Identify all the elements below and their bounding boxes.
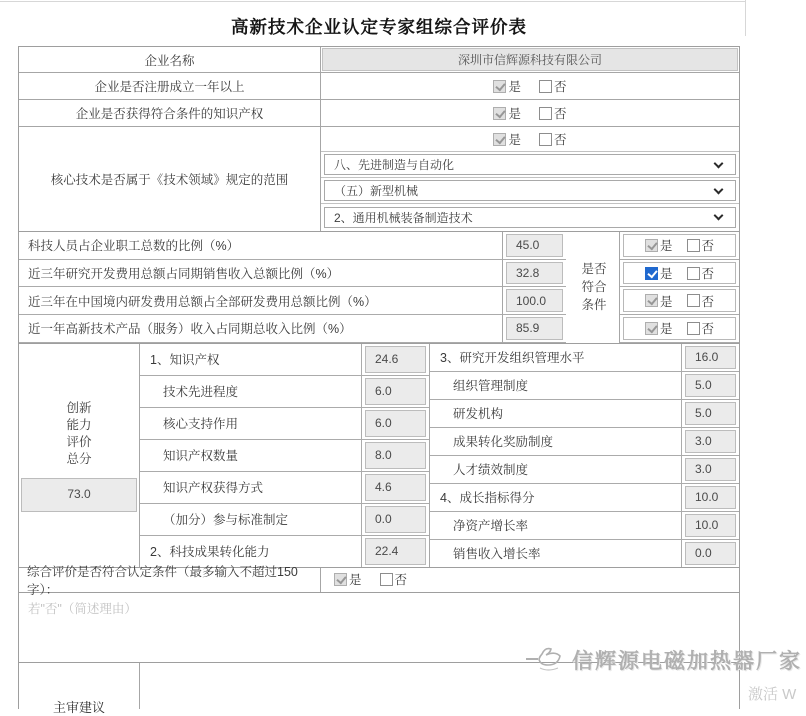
ratio-row bbox=[19, 232, 739, 260]
score-label: 技术先进程度 bbox=[163, 385, 239, 400]
reason-textarea[interactable] bbox=[19, 593, 739, 662]
score-value: 8.0 bbox=[365, 442, 426, 469]
score-value-cell bbox=[361, 504, 429, 535]
score-value-cell bbox=[681, 428, 739, 455]
no-label: 否 bbox=[701, 239, 715, 254]
evaluation-table bbox=[18, 46, 740, 715]
no-label: 否 bbox=[701, 322, 715, 337]
yes-no-choice bbox=[623, 234, 736, 257]
ratio-value-cell bbox=[503, 232, 566, 260]
ip-question-row bbox=[19, 100, 739, 127]
core-tech-answer-cell bbox=[321, 127, 739, 231]
yes-label: 是 bbox=[508, 106, 521, 121]
score-row bbox=[430, 372, 739, 400]
score-label: 净资产增长率 bbox=[453, 519, 529, 534]
final-question-label: 综合评价是否符合认定条件（最多输入不超过150字）： bbox=[19, 568, 321, 592]
yes-label: 是 bbox=[659, 294, 673, 309]
tech-field-row-3 bbox=[321, 204, 739, 230]
score-label: （加分）参与标准制定 bbox=[163, 513, 289, 528]
score-row bbox=[140, 472, 429, 504]
score-value: 6.0 bbox=[365, 410, 426, 437]
chevron-down-icon bbox=[714, 211, 724, 221]
yes-no-choice bbox=[623, 289, 736, 312]
score-row bbox=[140, 408, 429, 440]
bottom-row-label: 主审建议 bbox=[52, 699, 105, 715]
tech-field-row-2 bbox=[321, 178, 739, 204]
ratio-value-cell bbox=[503, 315, 566, 343]
ratio-row bbox=[19, 315, 739, 343]
ratio-value: 85.9 bbox=[506, 317, 563, 340]
ratio-value-cell bbox=[503, 260, 566, 288]
total-label-line: 评价 bbox=[66, 434, 92, 449]
core-tech-question-label: 核心技术是否属于《技术领域》规定的范围 bbox=[19, 127, 321, 231]
final-answer-cell bbox=[321, 568, 739, 592]
ratio-check-cell bbox=[620, 315, 739, 343]
ratio-label: 近一年高新技术产品（服务）收入占同期总收入比例（%） bbox=[19, 315, 503, 343]
total-label-line: 创新 bbox=[66, 400, 92, 415]
score-subtable-right bbox=[430, 344, 739, 567]
score-value-cell bbox=[681, 344, 739, 371]
score-label: 组织管理制度 bbox=[453, 379, 529, 394]
no-label: 否 bbox=[394, 573, 408, 588]
ratio-check-cell bbox=[620, 232, 739, 260]
score-label: 人才绩效制度 bbox=[453, 463, 529, 478]
ip-answer-cell bbox=[321, 100, 739, 126]
score-value-cell bbox=[361, 472, 429, 503]
tech-field-select-level3[interactable] bbox=[324, 207, 736, 228]
score-row bbox=[430, 428, 739, 456]
total-score-value: 73.0 bbox=[21, 478, 137, 512]
ratio-section bbox=[19, 232, 739, 344]
tech-field-level3-value: 2、通用机械装备制造技术 bbox=[334, 210, 473, 225]
no-checkbox[interactable] bbox=[687, 267, 700, 280]
no-label: 否 bbox=[701, 267, 715, 282]
condition-header: 是否 符合 条件 bbox=[581, 262, 607, 313]
tech-field-select-level2[interactable] bbox=[324, 180, 736, 201]
score-value-cell bbox=[681, 484, 739, 511]
company-name-value: 深圳市信辉源科技有限公司 bbox=[322, 48, 738, 71]
score-value-cell bbox=[681, 400, 739, 427]
score-value: 5.0 bbox=[685, 402, 736, 425]
ratio-check-cell bbox=[620, 287, 739, 315]
score-value: 24.6 bbox=[365, 346, 426, 373]
score-value: 3.0 bbox=[685, 430, 736, 453]
score-section bbox=[19, 344, 739, 568]
yes-no-choice bbox=[334, 570, 407, 589]
page-title: 高新技术企业认定专家组综合评价表 bbox=[231, 17, 527, 37]
chevron-down-icon bbox=[714, 184, 724, 194]
yes-label: 是 bbox=[349, 573, 362, 588]
score-value-cell bbox=[681, 372, 739, 399]
ratio-label: 近三年在中国境内研发费用总额占全部研发费用总额比例（%） bbox=[19, 287, 503, 315]
score-row bbox=[140, 344, 429, 376]
score-value-cell bbox=[681, 512, 739, 539]
no-checkbox[interactable] bbox=[687, 294, 700, 307]
registered-question-row bbox=[19, 73, 739, 100]
no-checkbox[interactable] bbox=[687, 322, 700, 335]
score-label: 成果转化奖励制度 bbox=[453, 435, 554, 450]
bottom-row-label-cell bbox=[19, 663, 140, 715]
company-name-cell bbox=[321, 47, 739, 72]
watermark-text: 信辉源电磁加热器厂家 bbox=[572, 650, 802, 673]
score-row bbox=[140, 504, 429, 536]
bottom-row bbox=[19, 663, 739, 715]
yes-no-choice bbox=[493, 130, 566, 149]
no-label: 否 bbox=[554, 132, 567, 147]
ratio-value-cell bbox=[503, 287, 566, 315]
score-value: 10.0 bbox=[685, 486, 736, 509]
yes-checkbox[interactable] bbox=[493, 80, 506, 93]
score-value-cell bbox=[361, 536, 429, 567]
score-row bbox=[430, 484, 739, 512]
score-value: 0.0 bbox=[685, 542, 736, 565]
yes-no-choice bbox=[623, 262, 736, 285]
score-value-cell bbox=[681, 456, 739, 483]
yes-no-choice bbox=[493, 77, 566, 96]
reason-section bbox=[19, 593, 739, 663]
no-label: 否 bbox=[701, 294, 715, 309]
yes-checkbox[interactable] bbox=[645, 267, 658, 280]
total-label-line: 总分 bbox=[66, 451, 92, 466]
top-divider bbox=[0, 1, 746, 2]
yes-label: 是 bbox=[659, 239, 673, 254]
ratio-row bbox=[19, 287, 739, 315]
no-label: 否 bbox=[554, 106, 567, 121]
registered-question-label: 企业是否注册成立一年以上 bbox=[19, 73, 321, 99]
yes-label: 是 bbox=[659, 267, 673, 282]
yes-checkbox[interactable] bbox=[334, 573, 347, 586]
ratio-value: 45.0 bbox=[506, 234, 563, 257]
bottom-row-input[interactable] bbox=[140, 663, 739, 709]
score-row bbox=[430, 512, 739, 540]
score-row bbox=[430, 400, 739, 428]
score-value: 0.0 bbox=[365, 506, 426, 533]
score-value: 6.0 bbox=[365, 378, 426, 405]
score-subtable-left bbox=[140, 344, 430, 567]
score-value: 22.4 bbox=[365, 538, 426, 565]
score-label: 知识产权获得方式 bbox=[163, 481, 264, 496]
yes-label: 是 bbox=[508, 79, 521, 94]
yes-checkbox[interactable] bbox=[493, 133, 506, 146]
ratio-check-cell bbox=[620, 260, 739, 288]
ip-question-label: 企业是否获得符合条件的知识产权 bbox=[19, 100, 321, 126]
tech-field-level2-value: （五）新型机械 bbox=[334, 184, 419, 198]
score-value: 3.0 bbox=[685, 458, 736, 481]
chevron-down-icon bbox=[714, 158, 724, 168]
score-value: 4.6 bbox=[365, 474, 426, 501]
core-tech-yesno-row bbox=[321, 127, 739, 152]
score-value: 5.0 bbox=[685, 374, 736, 397]
score-label: 2、科技成果转化能力 bbox=[150, 545, 270, 560]
company-name-label: 企业名称 bbox=[19, 47, 321, 72]
tech-field-select-level1[interactable] bbox=[324, 154, 736, 175]
no-checkbox[interactable] bbox=[687, 239, 700, 252]
score-value-cell bbox=[361, 344, 429, 375]
yes-label: 是 bbox=[508, 132, 521, 147]
no-checkbox[interactable] bbox=[539, 133, 552, 146]
ratio-value: 100.0 bbox=[506, 289, 563, 312]
core-tech-row bbox=[19, 127, 739, 231]
score-label: 研发机构 bbox=[453, 407, 504, 422]
score-label: 知识产权数量 bbox=[163, 449, 239, 464]
yes-checkbox[interactable] bbox=[645, 322, 658, 335]
right-edge-divider bbox=[745, 0, 746, 36]
score-label: 4、成长指标得分 bbox=[440, 491, 535, 506]
ratio-value: 32.8 bbox=[506, 262, 563, 285]
yes-no-choice bbox=[493, 104, 566, 123]
ratio-row bbox=[19, 260, 739, 288]
score-label: 3、研究开发组织管理水平 bbox=[440, 351, 585, 366]
score-row bbox=[140, 440, 429, 472]
no-checkbox[interactable] bbox=[539, 107, 552, 120]
company-name-row bbox=[19, 47, 739, 73]
score-value-cell bbox=[361, 440, 429, 471]
no-checkbox[interactable] bbox=[380, 573, 393, 586]
score-row bbox=[140, 376, 429, 408]
score-value-cell bbox=[681, 540, 739, 567]
final-question-section bbox=[19, 564, 739, 597]
yes-label: 是 bbox=[659, 322, 673, 337]
score-value-cell bbox=[361, 376, 429, 407]
yes-checkbox[interactable] bbox=[645, 239, 658, 252]
yes-checkbox[interactable] bbox=[645, 294, 658, 307]
yes-checkbox[interactable] bbox=[493, 107, 506, 120]
total-label-line: 能力 bbox=[66, 417, 92, 432]
tech-field-row-1 bbox=[321, 152, 739, 178]
score-label: 核心支持作用 bbox=[163, 417, 239, 432]
basic-info-section bbox=[19, 47, 739, 232]
registered-answer-cell bbox=[321, 73, 739, 99]
no-label: 否 bbox=[554, 79, 567, 94]
tech-field-level1-value: 八、先进制造与自动化 bbox=[334, 158, 455, 172]
activate-windows-watermark: 激活 W bbox=[748, 686, 797, 703]
score-row bbox=[430, 540, 739, 567]
ratio-label: 近三年研究开发费用总额占同期销售收入总额比例（%） bbox=[19, 260, 503, 288]
score-label: 1、知识产权 bbox=[150, 353, 220, 368]
yes-no-choice bbox=[623, 317, 736, 340]
score-label: 销售收入增长率 bbox=[453, 547, 541, 562]
innovation-score-total bbox=[19, 344, 140, 567]
score-row bbox=[430, 344, 739, 372]
score-value-cell bbox=[361, 408, 429, 439]
ratio-label: 科技人员占企业职工总数的比例（%） bbox=[19, 232, 503, 260]
score-row bbox=[430, 456, 739, 484]
no-checkbox[interactable] bbox=[539, 80, 552, 93]
score-value: 16.0 bbox=[685, 346, 736, 369]
score-value: 10.0 bbox=[685, 514, 736, 537]
